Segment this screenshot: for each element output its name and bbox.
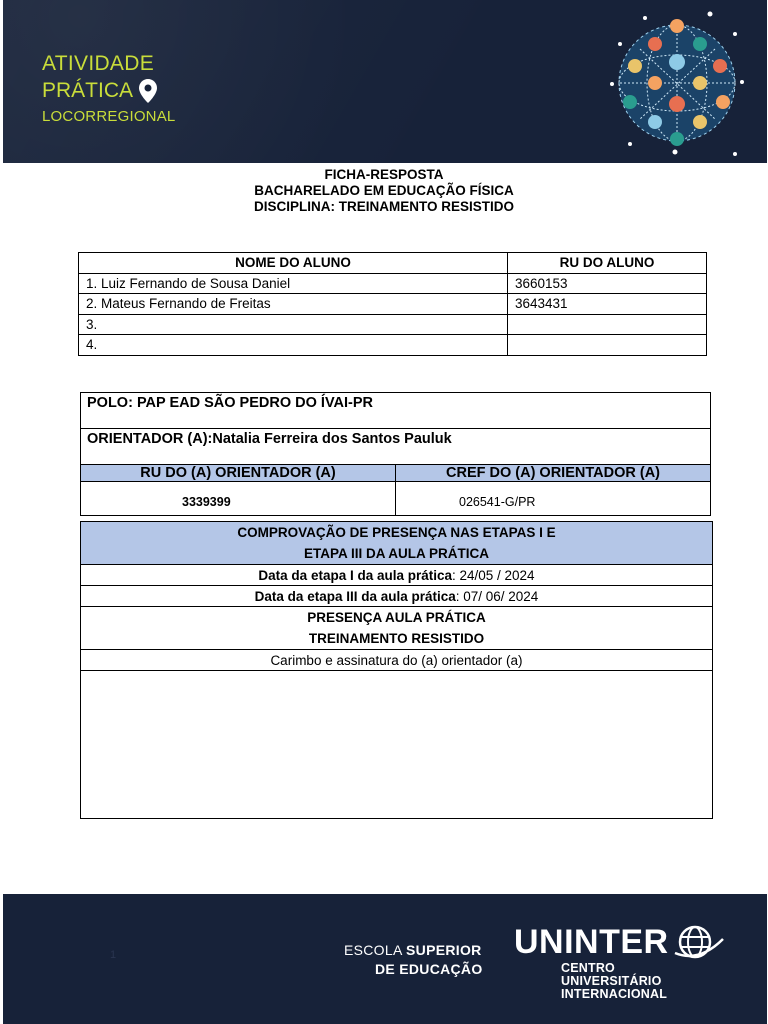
stamp-label: Carimbo e assinatura do (a) orientador (a) [81, 650, 713, 671]
table-row [79, 335, 707, 356]
escola-regular: ESCOLA [344, 942, 402, 958]
student-ru [508, 314, 707, 335]
students-table [78, 252, 707, 356]
brand-line2: PRÁTICA [42, 79, 134, 102]
etapa3-label: Data da etapa III da aula prática [254, 588, 456, 604]
globe-logo-icon [673, 923, 725, 961]
student-name: 1. Luiz Fernando de Sousa Daniel [79, 273, 508, 294]
stamp-signature-area [81, 671, 713, 819]
doc-title-line3: DISCIPLINA: TREINAMENTO RESISTIDO [253, 199, 514, 214]
brand-line1: ATIVIDADE [42, 52, 154, 75]
presenca-line2: TREINAMENTO RESISTIDO [308, 631, 485, 646]
page-number: 1 [110, 949, 117, 961]
brand-line2-row [42, 77, 175, 105]
presence-title-line2: ETAPA III DA AULA PRÁTICA [304, 546, 489, 561]
presence-title [81, 522, 713, 565]
uninter-sub2: UNIVERSITÁRIO [561, 974, 662, 988]
escola-bold: SUPERIOR [406, 942, 482, 958]
student-name: 2. Mateus Fernando de Freitas [79, 294, 508, 315]
brand-block [42, 51, 175, 127]
doc-title-line1: FICHA-RESPOSTA [324, 167, 444, 182]
table-row [79, 294, 707, 315]
people-network-globe-icon [600, 4, 750, 160]
student-ru: 3643431 [508, 294, 707, 315]
etapa1-value: : 24/05 / 2024 [452, 567, 535, 583]
uninter-sub3: INTERNACIONAL [561, 987, 668, 1001]
ru-orientador-value: 3339399 [81, 482, 396, 516]
ru-orientador-header: RU DO (A) ORIENTADOR (A) [81, 465, 396, 482]
etapa1-row [81, 565, 713, 586]
uninter-logo [514, 922, 725, 1001]
student-ru: 3660153 [508, 273, 707, 294]
brand-line3: LOCORREGIONAL [42, 108, 176, 125]
header-banner [3, 0, 767, 163]
cref-orientador-header: CREF DO (A) ORIENTADOR (A) [396, 465, 711, 482]
presenca-line1: PRESENÇA AULA PRÁTICA [307, 610, 486, 625]
presenca-block [81, 607, 713, 650]
students-header-row [79, 253, 707, 274]
student-name: 3. [79, 314, 508, 335]
col-student-ru: RU DO ALUNO [508, 253, 707, 274]
location-pin-icon [139, 79, 157, 103]
etapa1-label: Data da etapa I da aula prática [258, 567, 452, 583]
doc-title-line2: BACHARELADO EM EDUCAÇÃO FÍSICA [254, 183, 514, 198]
uninter-wordmark: UNINTER [514, 923, 669, 961]
col-student-name: NOME DO ALUNO [79, 253, 508, 274]
etapa3-value: : 07/ 06/ 2024 [455, 588, 539, 604]
table-row [79, 314, 707, 335]
presence-title-line1: COMPROVAÇÃO DE PRESENÇA NAS ETAPAS I E [237, 525, 556, 540]
escola-line2: DE EDUCAÇÃO [375, 961, 483, 977]
uninter-sub1: CENTRO [561, 961, 615, 975]
presence-table [80, 521, 713, 819]
cref-orientador-value: 026541-G/PR [396, 482, 711, 516]
table-row [79, 273, 707, 294]
polo-table [80, 392, 711, 516]
escola-logo-text [344, 941, 483, 979]
etapa3-row [81, 586, 713, 607]
student-ru [508, 335, 707, 356]
student-name: 4. [79, 335, 508, 356]
polo-text: POLO: PAP EAD SÃO PEDRO DO ÍVAI-PR [81, 393, 711, 429]
orientador-text: ORIENTADOR (A):Natalia Ferreira dos Santos Pauluk [81, 429, 711, 465]
